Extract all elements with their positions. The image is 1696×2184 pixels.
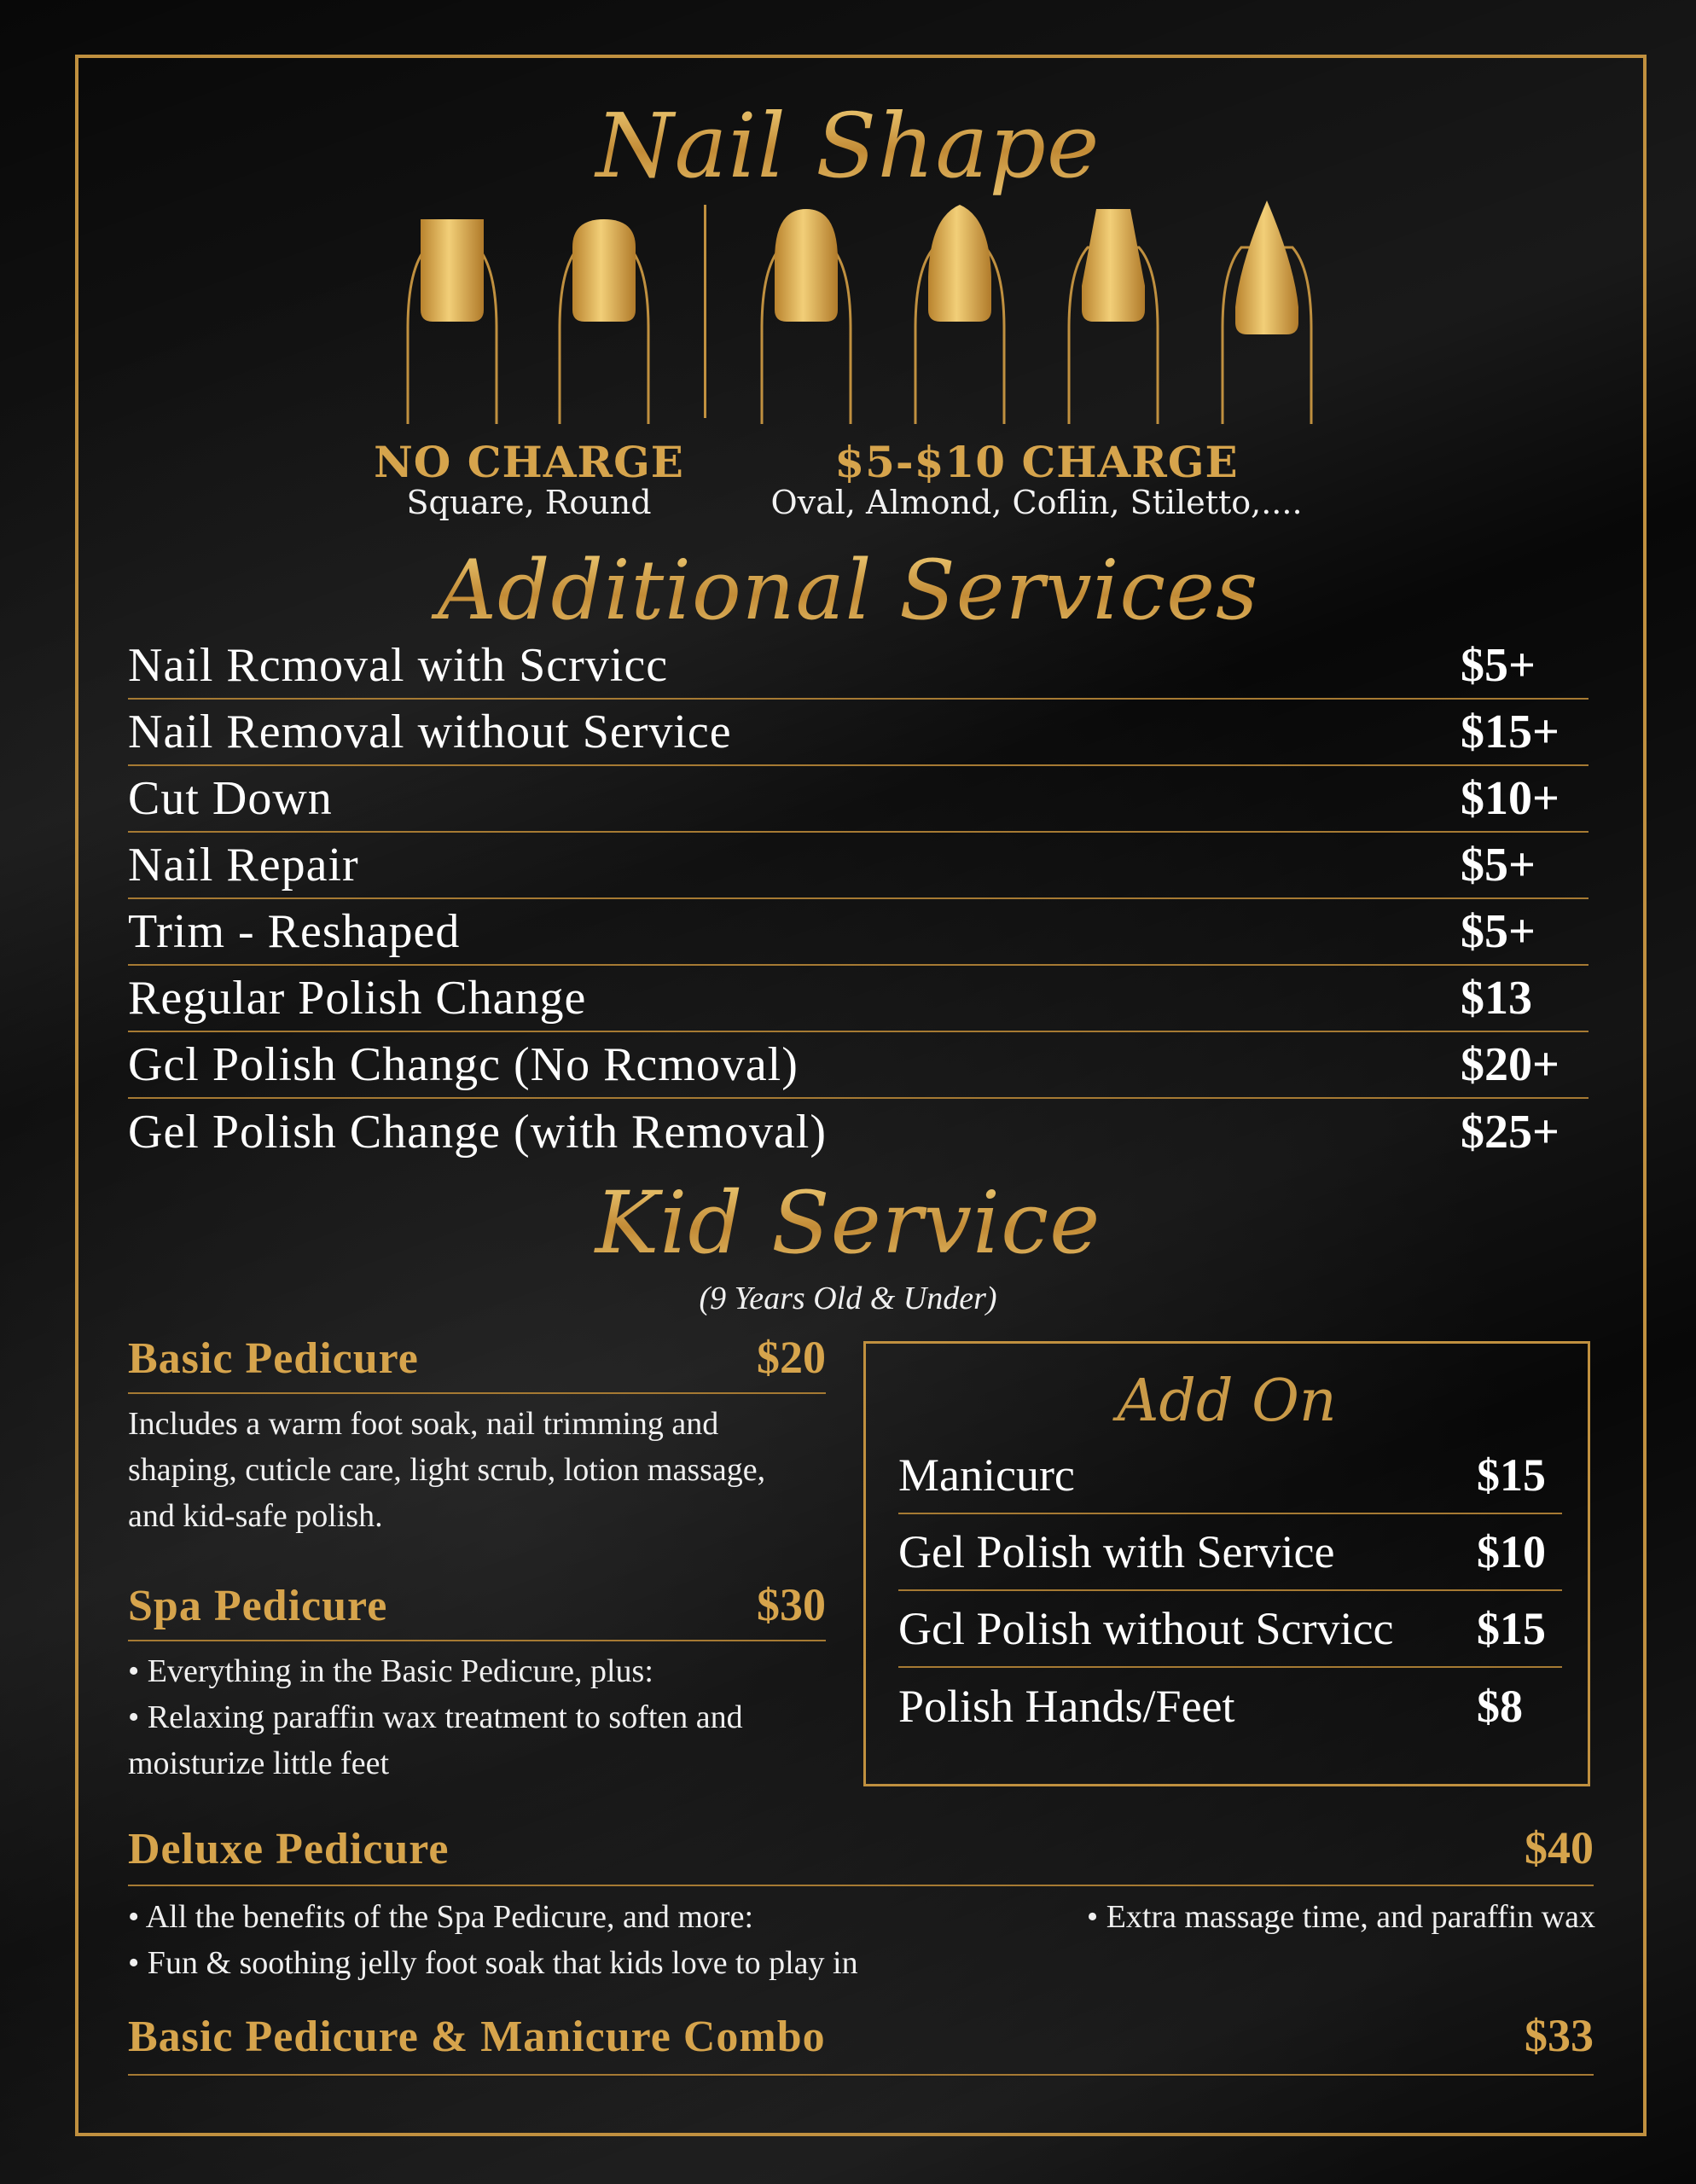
package-price: $33 — [1525, 2010, 1594, 2061]
desc-line: and kid-safe polish. — [128, 1498, 383, 1534]
package-name: Deluxe Pedicure — [128, 1825, 450, 1873]
service-row — [128, 1099, 1589, 1165]
spa-pedicure-header — [128, 1578, 826, 1641]
package-price: $30 — [757, 1579, 826, 1630]
desc-line: • All the benefits of the Spa Pedicure, and more: — [128, 1899, 754, 1935]
service-row — [128, 1032, 1589, 1099]
add-on-price: $15 — [1477, 1603, 1546, 1654]
add-on-box — [863, 1341, 1590, 1786]
service-name: Gel Polish Change (with Removal) — [128, 1106, 828, 1159]
desc-line: moisturize little feet — [128, 1745, 390, 1781]
additional-services-list — [128, 633, 1589, 1165]
service-price: $15+ — [1461, 706, 1560, 758]
add-on-name: Polish Hands/Feet — [898, 1681, 1235, 1732]
service-name: Nail Removal without Service — [128, 706, 732, 758]
desc-line: Includes a warm foot soak, nail trimming and — [128, 1406, 719, 1442]
basic-pedicure-header — [128, 1331, 826, 1394]
add-on-price: $15 — [1477, 1449, 1546, 1501]
package-name: Basic Pedicure — [128, 1334, 419, 1383]
package-price: $20 — [757, 1332, 826, 1383]
desc-line: • Everything in the Basic Pedicure, plus: — [128, 1653, 653, 1689]
spa-pedicure-description — [128, 1648, 836, 1786]
kid-service-subtitle: (9 Years Old & Under) — [699, 1281, 997, 1316]
service-name: Trim - Reshaped — [128, 905, 461, 958]
almond-nail-icon — [909, 200, 1011, 424]
package-price: $40 — [1525, 1822, 1594, 1873]
kid-service-title: Kid Service — [0, 1173, 1696, 1273]
basic-pedicure-description — [128, 1401, 836, 1539]
coffin-nail-icon — [1062, 200, 1165, 424]
add-on-price: $8 — [1477, 1681, 1523, 1732]
service-price: $20+ — [1461, 1038, 1560, 1091]
add-on-row — [898, 1668, 1562, 1745]
add-on-name: Manicurc — [898, 1449, 1075, 1501]
deluxe-pedicure-extra: • Extra massage time, and paraffin wax — [1086, 1899, 1595, 1935]
desc-line: • Relaxing paraffin wax treatment to soften and — [128, 1699, 743, 1735]
desc-line: • Fun & soothing jelly foot soak that kids love to play in — [128, 1945, 858, 1981]
service-row — [128, 633, 1589, 700]
service-row — [128, 899, 1589, 966]
service-row — [128, 833, 1589, 899]
service-name: Cut Down — [128, 772, 333, 825]
nail-shape-title: Nail Shape — [0, 94, 1696, 198]
add-on-row — [898, 1438, 1562, 1514]
service-row — [128, 766, 1589, 833]
nail-shapes-row — [401, 200, 1322, 431]
service-name: Nail Repair — [128, 839, 359, 892]
service-price: $5+ — [1461, 905, 1536, 958]
shape-divider — [704, 205, 706, 418]
desc-line: shaping, cuticle care, light scrub, lotion massage, — [128, 1452, 766, 1488]
oval-nail-icon — [755, 200, 857, 424]
add-on-price: $10 — [1477, 1526, 1546, 1577]
add-on-row — [898, 1514, 1562, 1591]
deluxe-pedicure-description — [128, 1894, 981, 1986]
service-price: $13 — [1461, 972, 1532, 1025]
charge-shapes: Oval, Almond, Coflin, Stiletto,.... — [770, 484, 1303, 521]
package-name: Basic Pedicure & Manicure Combo — [128, 2013, 826, 2061]
deluxe-pedicure-header — [128, 1821, 1594, 1886]
service-price: $25+ — [1461, 1106, 1560, 1159]
service-name: Regular Polish Change — [128, 972, 587, 1025]
charge-label: $5-$10 CHARGE — [834, 437, 1239, 487]
no-charge-shapes: Square, Round — [406, 484, 652, 521]
additional-services-title: Additional Services — [0, 543, 1696, 638]
add-on-list — [898, 1438, 1562, 1745]
package-name: Spa Pedicure — [128, 1582, 388, 1630]
service-price: $10+ — [1461, 772, 1560, 825]
service-row — [128, 966, 1589, 1032]
stiletto-nail-icon — [1216, 200, 1318, 424]
round-nail-icon — [553, 200, 655, 424]
service-price: $5+ — [1461, 839, 1536, 892]
service-price: $5+ — [1461, 639, 1536, 692]
service-row — [128, 700, 1589, 766]
add-on-title: Add On — [1117, 1368, 1337, 1435]
square-nail-icon — [401, 200, 503, 424]
add-on-name: Gcl Polish without Scrvicc — [898, 1603, 1394, 1654]
service-name: Gcl Polish Changc (No Rcmoval) — [128, 1038, 799, 1091]
add-on-row — [898, 1591, 1562, 1668]
combo-header — [128, 2009, 1594, 2076]
no-charge-label: NO CHARGE — [374, 437, 684, 487]
service-name: Nail Rcmoval with Scrvicc — [128, 639, 669, 692]
add-on-name: Gel Polish with Service — [898, 1526, 1335, 1577]
